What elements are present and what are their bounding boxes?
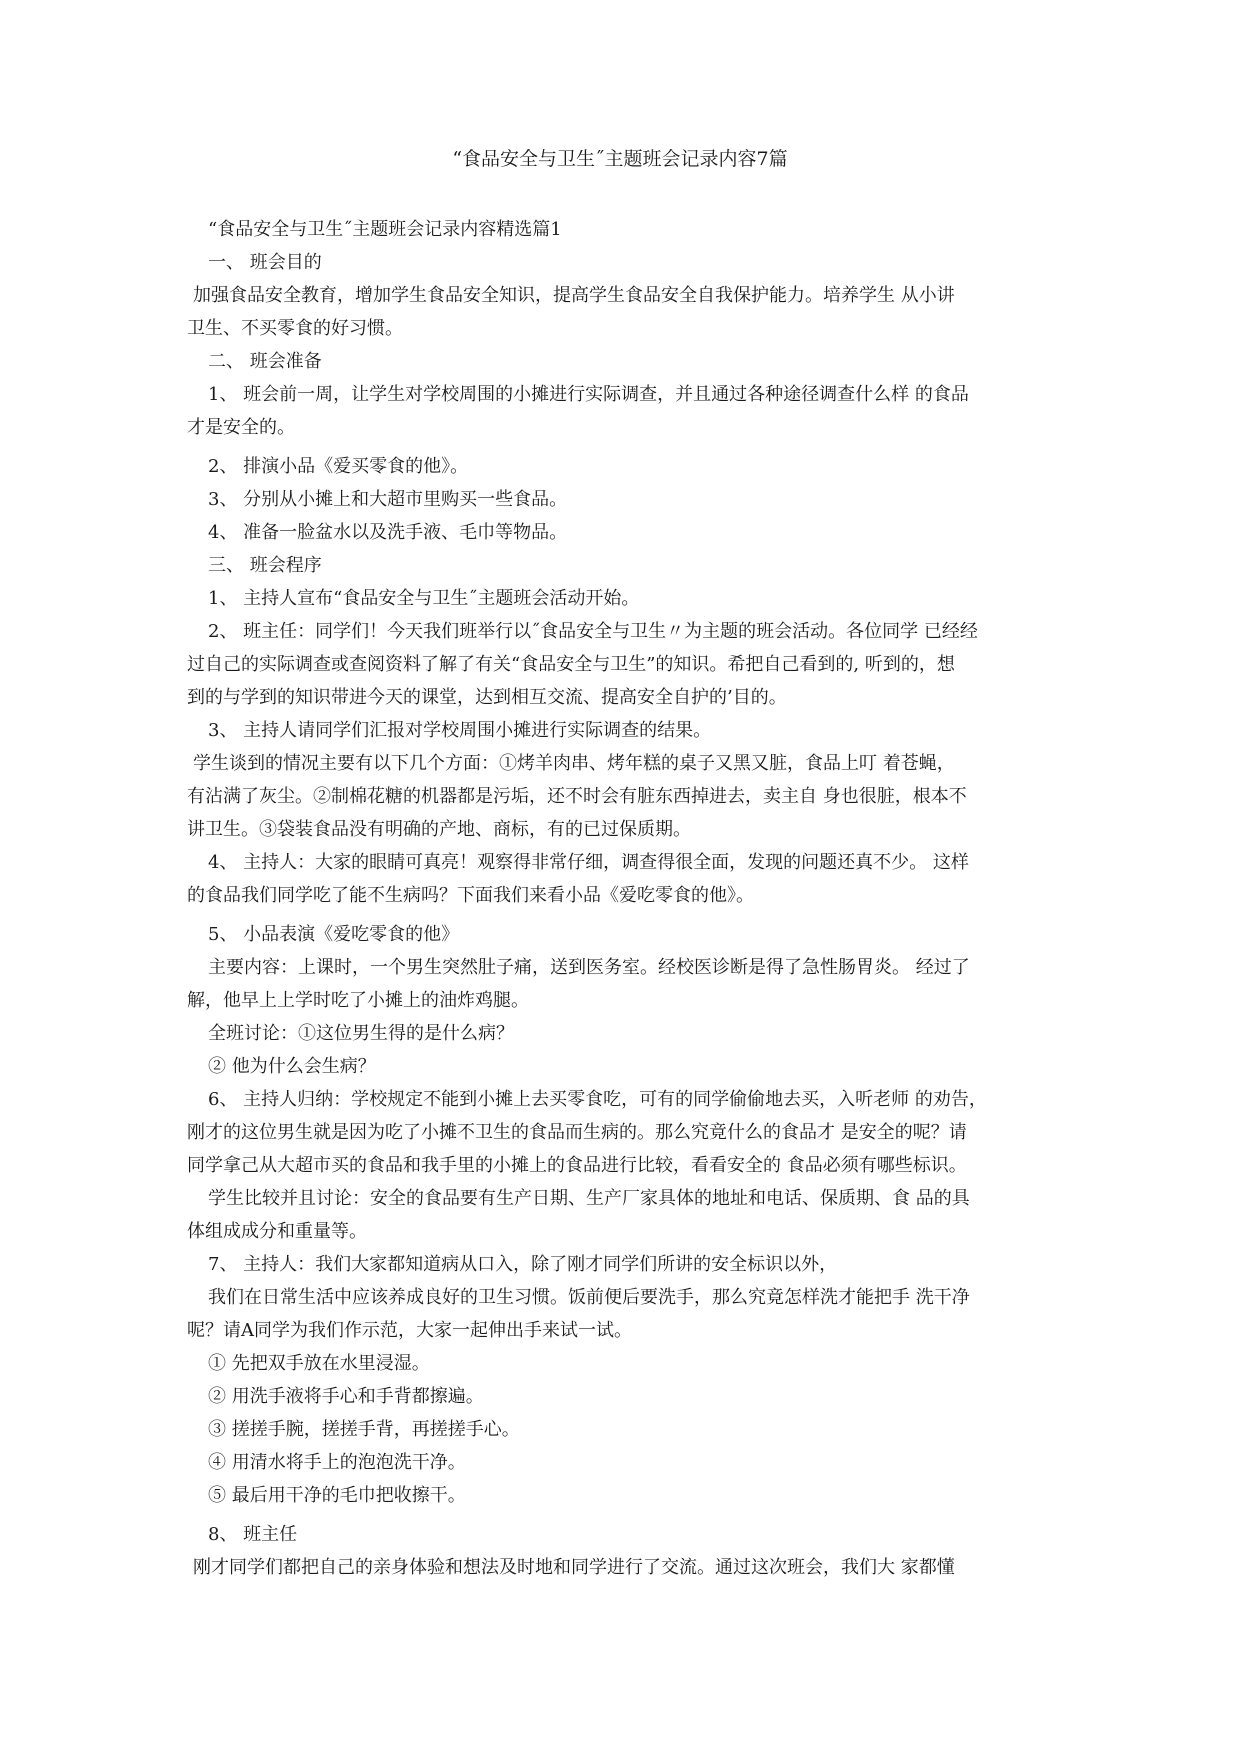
text-line: 讲卫生。③袋装食品没有明确的产地、商标，有的已过保质期。	[187, 819, 691, 840]
text-line: 6、 主持人归纳：学校规定不能到小摊上去买零食吃，可有的同学偷偷地去买，入听老师 的劝告，	[208, 1089, 987, 1110]
text-line: 全班讨论：①这位男生得的是什么病？	[208, 1023, 514, 1044]
text-line: 二、 班会准备	[208, 351, 322, 372]
text-line: ④ 用清水将手上的泡泡洗干净。	[208, 1452, 466, 1473]
text-line: 的食品我们同学吃了能不生病吗？下面我们来看小品《爱吃零食的他》。	[187, 885, 754, 906]
text-line: 3、 主持人请同学们汇报对学校周围小摊进行实际调查的结果。	[208, 720, 712, 741]
text-line: 呢？请A同学为我们作示范，大家一起伸出手来试一试。	[187, 1320, 632, 1341]
text-line: ① 先把双手放在水里浸湿。	[208, 1353, 430, 1374]
text-line: 才是安全的。	[187, 417, 295, 438]
text-line: 3、 分别从小摊上和大超市里购买一些食品。	[208, 489, 568, 510]
text-line: 4、 准备一脸盆水以及洗手液、毛巾等物品。	[208, 522, 568, 543]
text-line: 有沾满了灰尘。②制棉花糖的机器都是污垢，还不时会有脏东西掉进去，卖主自 身也很脏，根本不	[187, 786, 967, 807]
text-line: 到的与学到的知识带进今天的课堂，达到相互交流、提高安全自护的’目的。	[187, 687, 787, 708]
text-line: 主要内容：上课时，一个男生突然肚子痛，送到医务室。经校医诊断是得了急性肠胃炎。 经过了	[208, 957, 970, 978]
text-line: 我们在日常生活中应该养成良好的卫生习惯。饭前便后要洗手，那么究竟怎样洗才能把手 洗干净	[208, 1287, 970, 1308]
document-body	[187, 213, 1067, 1584]
text-line: ② 用洗手液将手心和手背都擦遍。	[208, 1386, 484, 1407]
text-line: 8、 班主任	[208, 1524, 298, 1545]
text-line: 4、 主持人：大家的眼睛可真亮！观察得非常仔细，调查得很全面，发现的问题还真不少。 这样	[208, 852, 969, 873]
text-line: 加强食品安全教育，增加学生食品安全知识，提高学生食品安全自我保护能力。培养学生 从小讲	[193, 285, 955, 306]
text-line: 学生比较并且讨论：安全的食品要有生产日期、生产厂家具体的地址和电话、保质期、食 品的具	[208, 1188, 970, 1209]
text-line: 同学拿己从大超市买的食品和我手里的小摊上的食品进行比较，看看安全的 食品必须有哪些标识。	[187, 1155, 967, 1176]
text-line: 解，他早上上学时吃了小摊上的油炸鸡腿。	[187, 990, 529, 1011]
text-line: 7、 主持人：我们大家都知道病从口入，除了刚才同学们所讲的安全标识以外，	[208, 1254, 838, 1275]
text-line: ② 他为什么会生病？	[208, 1056, 376, 1077]
text-line: 过自己的实际调查或查阅资料了解了有关“食品安全与卫生”的知识。希把自己看到的, 听到的，想	[187, 654, 955, 675]
text-line: 卫生、不买零食的好习惯。	[187, 318, 403, 339]
text-line: “食品安全与卫生˝主题班会记录内容精选篇1	[208, 219, 562, 240]
text-line: 1、 主持人宣布“食品安全与卫生˝主题班会活动开始。	[208, 588, 640, 609]
text-line: 5、 小品表演《爱吃零食的他》	[208, 924, 460, 945]
text-line: 1、 班会前一周，让学生对学校周围的小摊进行实际调查，并且通过各种途径调查什么样 的食品	[208, 384, 969, 405]
text-line: 2、 排演小品《爱买零食的他》。	[208, 456, 469, 477]
document-title: “食品安全与卫生˝主题班会记录内容7篇	[452, 148, 788, 170]
text-line: 三、 班会程序	[208, 555, 322, 576]
text-line: ③ 搓搓手腕，搓搓手背，再搓搓手心。	[208, 1419, 520, 1440]
text-line: 学生谈到的情况主要有以下几个方面：①烤羊肉串、烤年糕的桌子又黑又脏，食品上叮 着苍蝇，	[193, 753, 955, 774]
text-line: 体组成成分和重量等。	[187, 1221, 367, 1242]
text-line: 刚才的这位男生就是因为吃了小摊不卫生的食品而生病的。那么究竟什么的食品才 是安全的呢？请	[187, 1122, 967, 1143]
text-line: 一、 班会目的	[208, 252, 322, 273]
text-line: 刚才同学们都把自己的亲身体验和想法及时地和同学进行了交流。通过这次班会，我们大 家都懂	[193, 1557, 955, 1578]
text-line: ⑤ 最后用干净的毛巾把收擦干。	[208, 1485, 466, 1506]
text-line: 2、 班主任：同学们！今天我们班举行以˝食品安全与卫生〃为主题的班会活动。各位同学 已经经	[208, 621, 978, 642]
